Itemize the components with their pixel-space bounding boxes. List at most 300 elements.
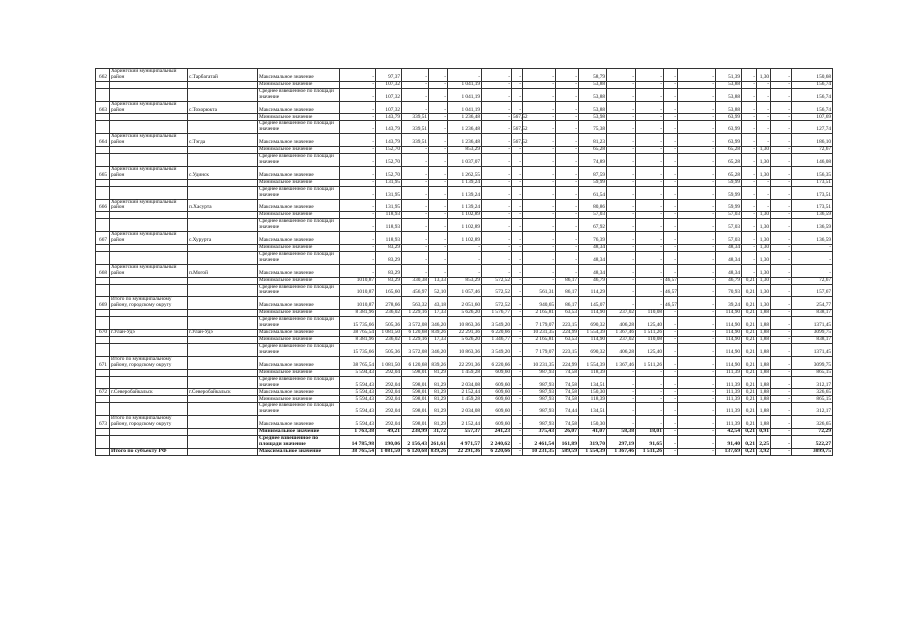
value-cell: -	[664, 429, 678, 436]
value-cell: 43,18	[429, 297, 448, 310]
value-cell: -	[512, 244, 523, 251]
value-type-cell: Максимальное значение	[258, 297, 340, 310]
value-cell: 107,69	[792, 114, 833, 121]
value-cell: -	[664, 416, 678, 429]
value-cell: -	[636, 88, 664, 101]
row-number-cell	[96, 277, 110, 284]
value-cell: -	[771, 356, 792, 369]
value-cell: 1,88	[757, 344, 771, 357]
value-cell: -	[523, 199, 556, 212]
value-cell: -	[678, 244, 716, 251]
row-number-cell: 670	[96, 330, 110, 337]
value-cell: 48,34	[579, 244, 607, 251]
value-cell: 152,70	[376, 166, 402, 179]
value-cell: -	[664, 244, 678, 251]
value-type-cell: Максимальное значение	[258, 199, 340, 212]
value-cell: 1,30	[757, 147, 771, 154]
value-cell: -	[340, 166, 376, 179]
value-cell: 1,30	[757, 212, 771, 219]
value-cell: 72,29	[792, 429, 833, 436]
value-cell: -	[448, 69, 482, 82]
value-cell: -	[512, 219, 523, 232]
value-type-cell: Максимальное значение	[258, 264, 340, 277]
value-cell: -	[482, 81, 512, 88]
value-cell: 173,51	[792, 186, 833, 199]
value-cell: -	[607, 101, 636, 114]
value-cell: 1 511,26	[636, 356, 664, 369]
settlement-cell	[188, 429, 258, 436]
value-cell: -	[678, 369, 716, 376]
value-cell: 86,17	[556, 297, 579, 310]
value-cell: 48,34	[716, 251, 742, 264]
table-row	[96, 244, 833, 251]
value-cell: 561,31	[523, 284, 556, 297]
value-cell: -	[792, 251, 833, 264]
row-number-cell	[96, 310, 110, 317]
value-cell: 70,93	[716, 284, 742, 297]
value-cell: -	[523, 166, 556, 179]
value-cell: 1 102,89	[448, 219, 482, 232]
table-row	[96, 134, 833, 147]
value-cell: 118,39	[579, 369, 607, 376]
value-cell: -	[636, 297, 664, 310]
value-cell: 59,99	[716, 199, 742, 212]
settlement-cell	[188, 81, 258, 88]
district-cell	[110, 429, 188, 436]
value-cell: 74,89	[579, 154, 607, 167]
value-cell: -	[340, 264, 376, 277]
value-cell: 1 041,19	[448, 101, 482, 114]
value-cell: 74,58	[556, 416, 579, 429]
settlement-cell: п.Хасурта	[188, 199, 258, 212]
value-cell: 609,60	[482, 403, 512, 416]
value-cell: -	[402, 154, 429, 167]
value-cell: -	[482, 179, 512, 186]
value-cell: -	[664, 403, 678, 416]
table-row	[96, 429, 833, 436]
value-cell: -	[607, 389, 636, 396]
value-cell: 1 262,55	[448, 166, 482, 179]
value-cell: 14 785,98	[340, 436, 376, 449]
value-cell: 46,57	[664, 284, 678, 297]
value-cell: -	[742, 212, 757, 219]
value-cell: 53,88	[716, 81, 742, 88]
row-number-cell	[96, 154, 110, 167]
value-cell: -	[402, 264, 429, 277]
value-cell: -	[664, 219, 678, 232]
table-row	[96, 310, 833, 317]
value-cell: -	[757, 134, 771, 147]
value-cell: -	[429, 121, 448, 134]
value-cell: -	[402, 212, 429, 219]
value-cell: -	[607, 244, 636, 251]
value-cell: 81,29	[429, 376, 448, 389]
value-cell: 63,99	[716, 134, 742, 147]
value-cell: 1,30	[757, 251, 771, 264]
value-cell: -	[607, 277, 636, 284]
value-cell: 1 346,77	[482, 337, 512, 344]
value-cell: -	[402, 186, 429, 199]
value-type-cell: Минимальное значение	[258, 277, 340, 284]
value-cell: 46,79	[579, 277, 607, 284]
value-cell: 292,04	[376, 396, 402, 403]
value-cell: 7 179,07	[523, 344, 556, 357]
value-cell: -	[636, 232, 664, 245]
value-cell: 143,79	[376, 121, 402, 134]
value-cell: -	[429, 199, 448, 212]
value-cell: 1 236,48	[448, 121, 482, 134]
value-cell: 58,38	[607, 429, 636, 436]
value-cell: 111,39	[716, 389, 742, 396]
value-cell: 865,15	[792, 369, 833, 376]
value-type-cell: Среднее взвешенное по площади значение	[258, 436, 340, 449]
value-cell: 0,21	[742, 317, 757, 330]
value-cell: -	[512, 369, 523, 376]
value-cell: 224,99	[556, 356, 579, 369]
value-cell: -	[340, 81, 376, 88]
value-cell: 22 291,36	[448, 330, 482, 337]
district-cell	[110, 436, 188, 449]
value-cell: -	[771, 389, 792, 396]
value-cell: 57,03	[716, 219, 742, 232]
district-cell	[110, 376, 188, 389]
row-number-cell	[96, 244, 110, 251]
value-cell: 567,52	[512, 134, 523, 147]
row-number-cell	[96, 376, 110, 389]
value-cell: -	[771, 448, 792, 455]
value-cell: -	[678, 448, 716, 455]
value-cell: -	[607, 232, 636, 245]
district-cell	[110, 121, 188, 134]
value-cell: -	[678, 232, 716, 245]
value-cell: 326,65	[792, 416, 833, 429]
value-cell: 598,01	[402, 396, 429, 403]
value-cell: 1 367,46	[607, 330, 636, 337]
value-cell: -	[636, 244, 664, 251]
value-cell: 292,04	[376, 369, 402, 376]
value-cell: -	[523, 101, 556, 114]
value-cell: -	[556, 154, 579, 167]
value-cell: -	[512, 376, 523, 389]
value-cell: 261,61	[429, 436, 448, 449]
row-number-cell	[96, 186, 110, 199]
value-cell: 237,02	[607, 310, 636, 317]
settlement-cell	[188, 344, 258, 357]
value-type-cell: Минимальное значение	[258, 147, 340, 154]
value-cell: 1 229,16	[402, 310, 429, 317]
value-cell: 238,99	[402, 429, 429, 436]
value-cell: 48,34	[716, 244, 742, 251]
value-type-cell: Среднее взвешенное по площади значение	[258, 376, 340, 389]
value-cell: -	[636, 134, 664, 147]
value-cell: 41,07	[579, 429, 607, 436]
value-cell: 1,88	[757, 369, 771, 376]
value-cell: -	[402, 244, 429, 251]
value-cell: -	[607, 147, 636, 154]
value-cell: -	[512, 436, 523, 449]
value-cell: 1,30	[757, 277, 771, 284]
value-cell: 8 381,96	[340, 310, 376, 317]
value-cell: 57,03	[716, 232, 742, 245]
value-cell: -	[771, 337, 792, 344]
value-cell: 0,21	[742, 356, 757, 369]
value-cell: -	[771, 310, 792, 317]
value-cell: -	[771, 317, 792, 330]
value-cell: -	[512, 310, 523, 317]
value-cell: 131,95	[376, 199, 402, 212]
value-cell: 83,29	[376, 264, 402, 277]
value-cell: -	[607, 284, 636, 297]
value-cell: 65,28	[579, 147, 607, 154]
value-cell: -	[771, 264, 792, 277]
value-cell: 86,17	[556, 284, 579, 297]
value-cell: -	[523, 69, 556, 82]
value-cell: 241,23	[482, 429, 512, 436]
value-cell: -	[607, 416, 636, 429]
value-cell: -	[402, 81, 429, 88]
value-cell: 65,28	[716, 154, 742, 167]
district-cell	[110, 310, 188, 317]
value-cell: -	[678, 251, 716, 264]
value-cell: -	[607, 69, 636, 82]
value-cell: -	[664, 134, 678, 147]
value-cell: 173,51	[792, 199, 833, 212]
value-cell: -	[512, 154, 523, 167]
value-cell: 107,32	[376, 101, 402, 114]
district-cell	[110, 186, 188, 199]
table-row	[96, 179, 833, 186]
district-cell	[110, 317, 188, 330]
value-cell: 3 549,20	[482, 344, 512, 357]
value-cell: 18,01	[636, 429, 664, 436]
table-body	[96, 69, 833, 456]
value-cell: -	[771, 154, 792, 167]
table-row	[96, 186, 833, 199]
value-cell: -	[482, 101, 512, 114]
value-cell: 42,54	[716, 429, 742, 436]
table-row	[96, 396, 833, 403]
value-cell: 26,07	[556, 429, 579, 436]
value-cell: 81,29	[429, 396, 448, 403]
value-cell: -	[678, 429, 716, 436]
value-type-cell: Минимальное значение	[258, 369, 340, 376]
value-cell: 10 231,35	[523, 448, 556, 455]
value-cell: -	[482, 199, 512, 212]
value-cell: 1 459,28	[448, 396, 482, 403]
value-cell: -	[636, 264, 664, 277]
value-cell: -	[607, 376, 636, 389]
value-cell: -	[482, 114, 512, 121]
value-cell: -	[482, 186, 512, 199]
value-cell: -	[664, 147, 678, 154]
value-cell: -	[742, 199, 757, 212]
value-cell: 572,52	[482, 297, 512, 310]
value-cell: -	[664, 166, 678, 179]
value-cell: -	[664, 121, 678, 134]
value-cell: 1 057,46	[448, 284, 482, 297]
value-cell: 57,03	[716, 212, 742, 219]
value-cell: 173,51	[792, 179, 833, 186]
settlement-cell	[188, 356, 258, 369]
value-cell: -	[556, 147, 579, 154]
district-cell	[110, 154, 188, 167]
value-cell: 2 152,44	[448, 416, 482, 429]
value-cell: -	[523, 179, 556, 186]
row-number-cell	[96, 147, 110, 154]
table-row	[96, 166, 833, 179]
table-row	[96, 88, 833, 101]
value-cell: 1 236,48	[448, 114, 482, 121]
settlement-cell	[188, 179, 258, 186]
value-cell: -	[512, 199, 523, 212]
value-cell: -	[448, 244, 482, 251]
value-cell: -	[556, 179, 579, 186]
value-cell: -	[664, 448, 678, 455]
value-cell: 297,19	[607, 436, 636, 449]
row-number-cell	[96, 219, 110, 232]
value-cell: 63,99	[716, 114, 742, 121]
row-number-cell	[96, 212, 110, 219]
value-cell: -	[448, 264, 482, 277]
value-cell: -	[512, 232, 523, 245]
district-cell	[110, 396, 188, 403]
value-cell: -	[512, 264, 523, 277]
row-number-cell	[96, 344, 110, 357]
value-cell: -	[607, 369, 636, 376]
value-cell: -	[512, 277, 523, 284]
value-cell: 1 763,38	[340, 429, 376, 436]
value-cell: 143,79	[376, 134, 402, 147]
value-cell: 125,40	[636, 344, 664, 357]
value-cell: 74,44	[556, 403, 579, 416]
value-cell: -	[771, 81, 792, 88]
value-cell: 136,59	[792, 219, 833, 232]
value-cell: -	[664, 199, 678, 212]
value-type-cell: Среднее взвешенное по площади значение	[258, 344, 340, 357]
value-cell: -	[512, 317, 523, 330]
value-cell: 236,02	[376, 310, 402, 317]
value-cell: -	[482, 69, 512, 82]
value-cell: 91,40	[716, 436, 742, 449]
value-cell: 1 102,89	[448, 212, 482, 219]
value-cell: -	[664, 88, 678, 101]
value-cell: -	[678, 114, 716, 121]
value-cell: -	[512, 448, 523, 455]
table-row	[96, 101, 833, 114]
value-cell: -	[429, 134, 448, 147]
value-cell: 134,51	[579, 376, 607, 389]
value-cell: -	[429, 154, 448, 167]
value-type-cell: Максимальное значение	[258, 166, 340, 179]
table-row	[96, 376, 833, 389]
settlement-cell: п.Могой	[188, 264, 258, 277]
value-cell: -	[664, 69, 678, 82]
value-cell: -	[678, 436, 716, 449]
value-cell: -	[402, 69, 429, 82]
value-cell: 81,23	[579, 134, 607, 147]
value-cell: -	[636, 81, 664, 88]
district-cell: Итого по субъекту РФ	[110, 448, 188, 455]
row-number-cell: 663	[96, 101, 110, 114]
value-cell: 3 549,20	[482, 317, 512, 330]
value-cell: 339,51	[402, 121, 429, 134]
value-cell: -	[742, 121, 757, 134]
value-cell: -	[340, 219, 376, 232]
value-cell: 3,92	[757, 448, 771, 455]
value-cell: -	[757, 114, 771, 121]
value-cell: 74,58	[556, 376, 579, 389]
value-cell: 157,67	[792, 284, 833, 297]
value-cell: 107,32	[376, 88, 402, 101]
value-cell: 0,21	[742, 396, 757, 403]
value-cell: -	[556, 114, 579, 121]
value-cell: -	[664, 101, 678, 114]
value-cell: -	[402, 166, 429, 179]
value-cell: 74,58	[556, 389, 579, 396]
value-cell: 1,88	[757, 310, 771, 317]
value-cell: 63,53	[556, 310, 579, 317]
value-cell: 312,17	[792, 403, 833, 416]
settlement-cell	[188, 277, 258, 284]
value-cell: 0,21	[742, 297, 757, 310]
value-cell: 6 120,68	[402, 330, 429, 337]
value-cell: -	[771, 232, 792, 245]
value-cell: -	[664, 356, 678, 369]
value-cell: 0,21	[742, 337, 757, 344]
row-number-cell	[96, 396, 110, 403]
value-cell: -	[340, 244, 376, 251]
value-cell: 1 139,24	[448, 179, 482, 186]
row-number-cell: 669	[96, 297, 110, 310]
value-cell: -	[664, 179, 678, 186]
value-cell: 114,90	[716, 356, 742, 369]
value-cell: 406,28	[607, 344, 636, 357]
value-cell: -	[771, 284, 792, 297]
value-cell: 5 594,43	[340, 376, 376, 389]
value-cell: 1,30	[757, 69, 771, 82]
value-cell: 838,17	[792, 337, 833, 344]
settlement-cell	[188, 244, 258, 251]
value-cell: -	[678, 88, 716, 101]
value-cell: 0,21	[742, 376, 757, 389]
value-cell: -	[340, 212, 376, 219]
value-cell: 853,29	[448, 147, 482, 154]
value-cell: 156,74	[792, 81, 833, 88]
value-cell: -	[771, 244, 792, 251]
value-cell: 456,97	[402, 284, 429, 297]
value-cell: -	[678, 219, 716, 232]
value-cell: 2 034,08	[448, 376, 482, 389]
value-type-cell: Минимальное значение	[258, 179, 340, 186]
value-cell: -	[771, 147, 792, 154]
value-cell: -	[512, 284, 523, 297]
value-cell: -	[742, 219, 757, 232]
row-number-cell	[96, 317, 110, 330]
value-cell: 1 081,50	[376, 448, 402, 455]
value-cell: 74,58	[556, 396, 579, 403]
row-number-cell: 668	[96, 264, 110, 277]
value-cell: 375,43	[523, 429, 556, 436]
value-cell: -	[636, 376, 664, 389]
district-cell: Хорингский муниципальный район	[110, 232, 188, 245]
value-cell: -	[678, 154, 716, 167]
value-cell: 853,29	[448, 277, 482, 284]
value-cell: 86,17	[556, 277, 579, 284]
row-number-cell	[96, 114, 110, 121]
value-cell: -	[340, 101, 376, 114]
value-cell: -	[482, 232, 512, 245]
row-number-cell: 662	[96, 69, 110, 82]
